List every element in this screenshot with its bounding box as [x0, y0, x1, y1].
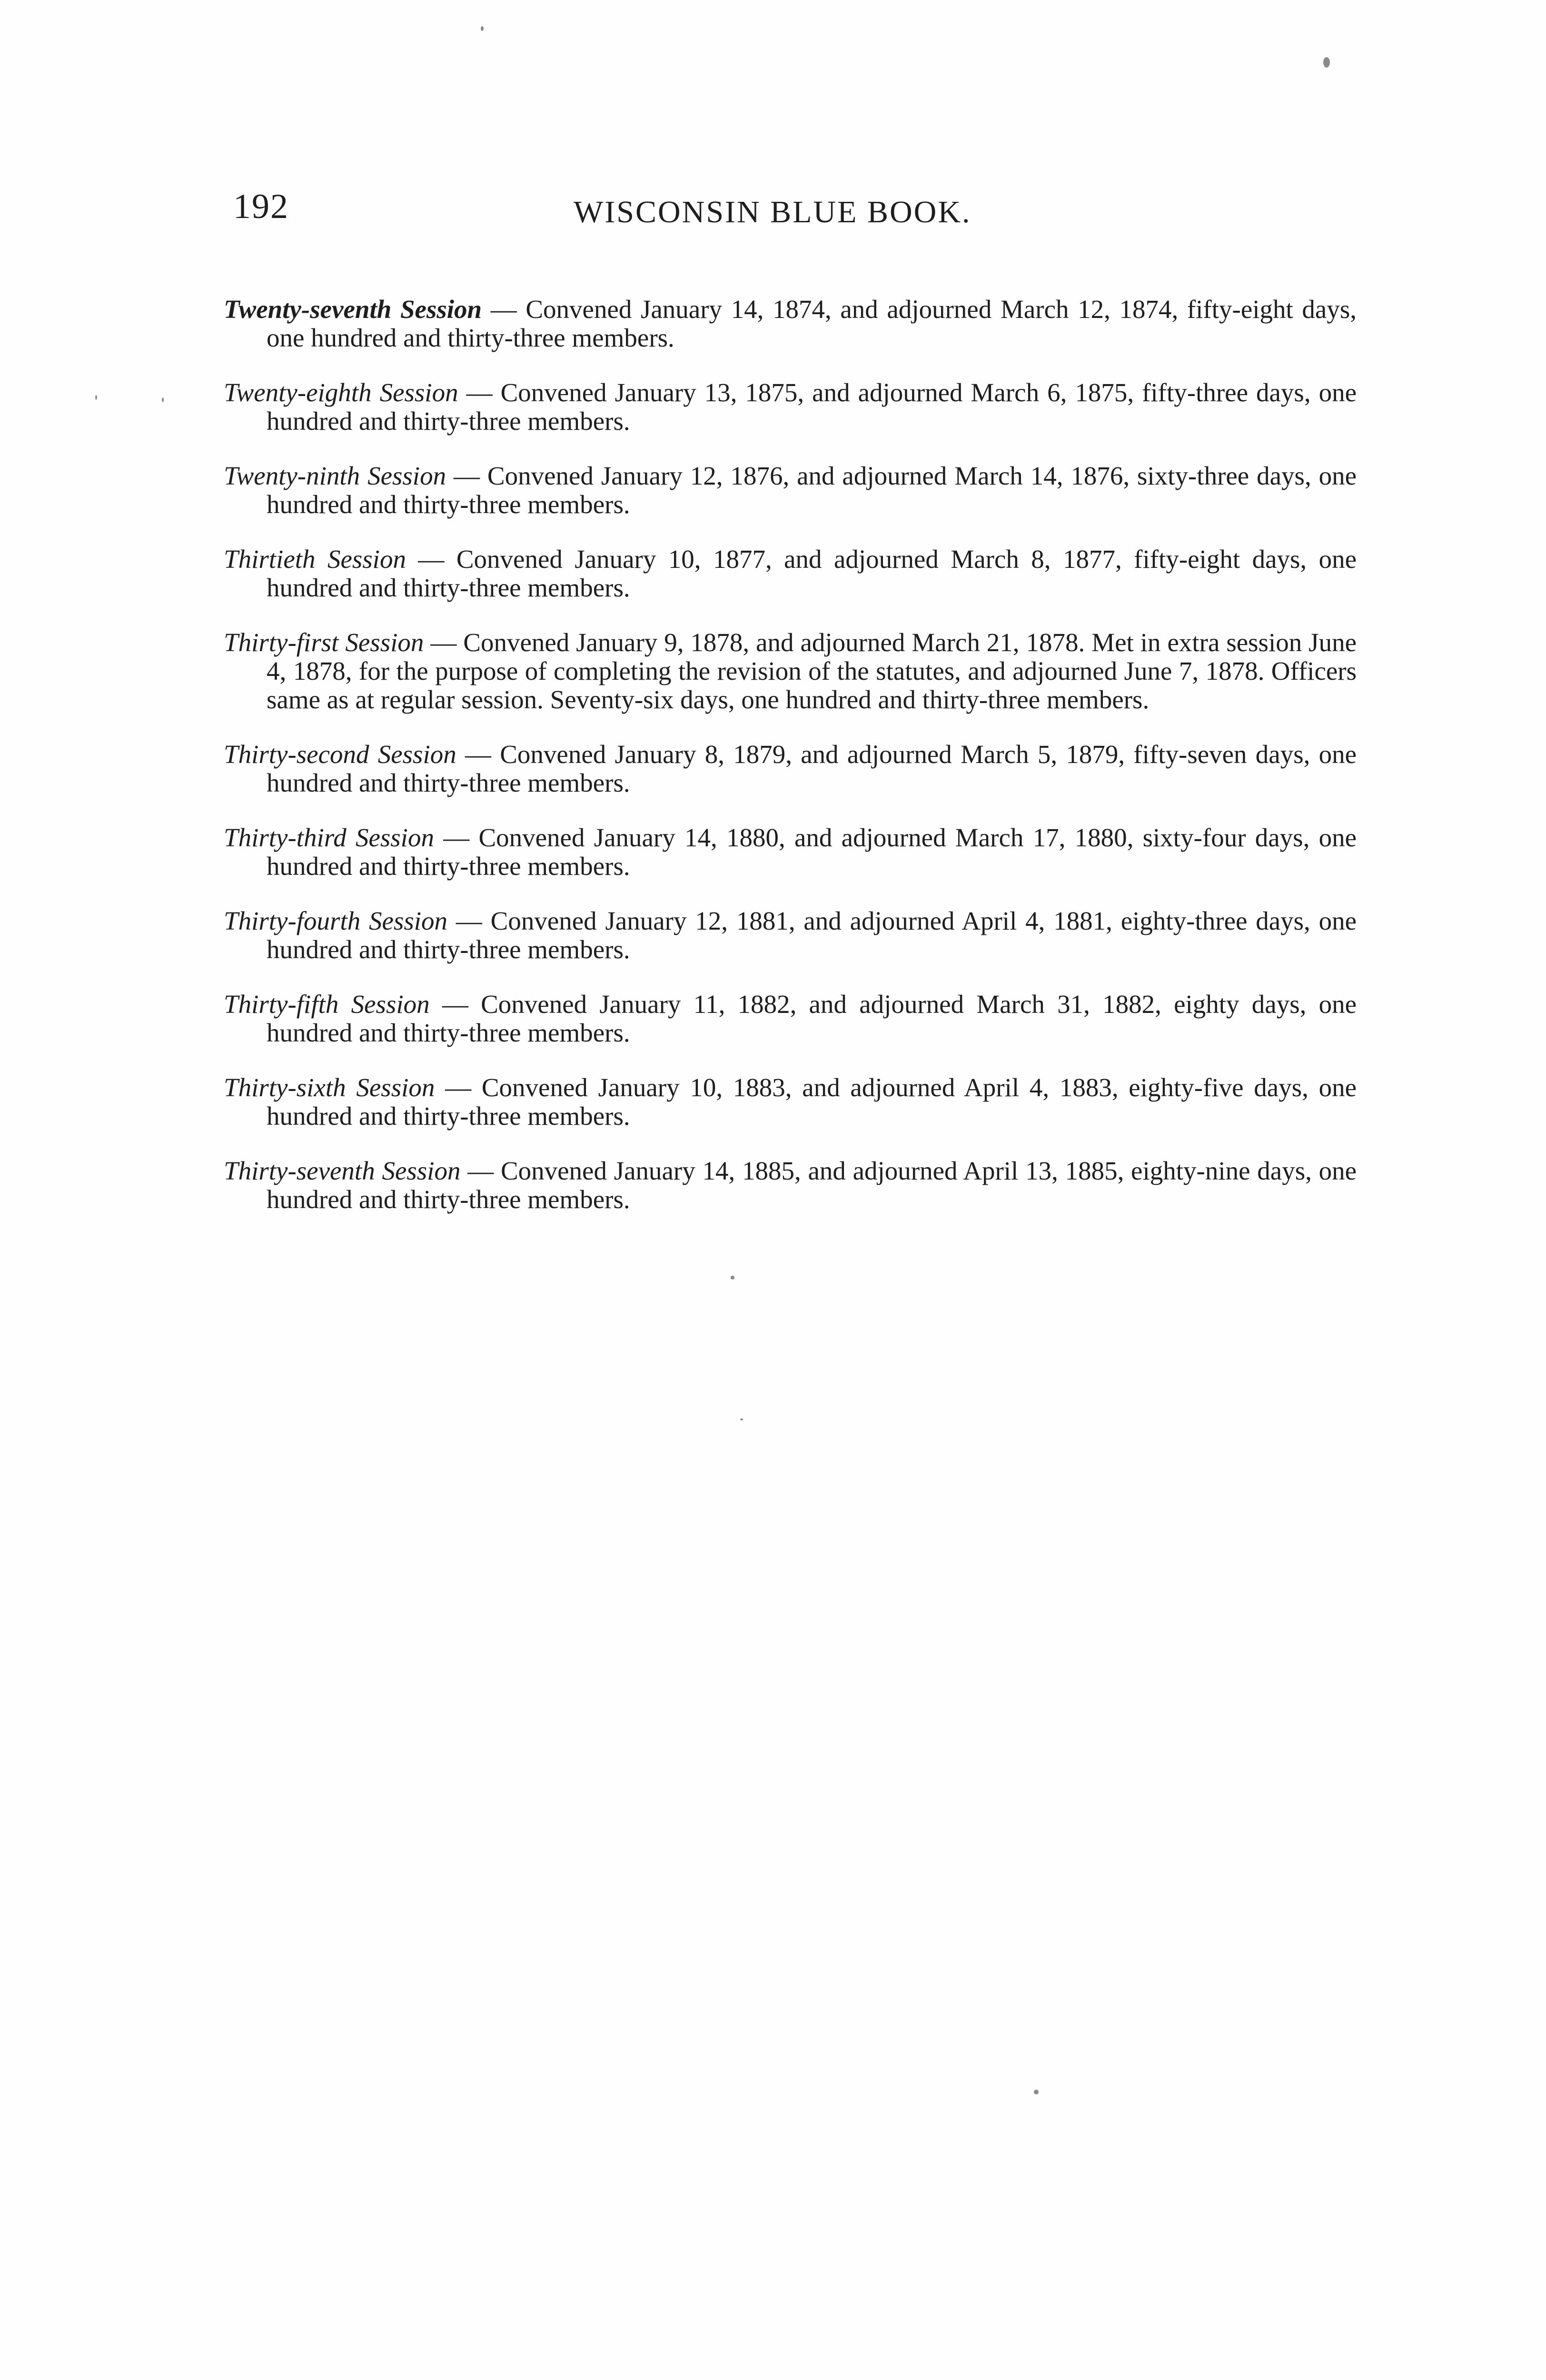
session-separator: — [456, 740, 500, 769]
session-entry [224, 628, 1357, 714]
session-entry [224, 295, 1357, 352]
sessions-list [224, 269, 1357, 1228]
scan-speck [731, 1276, 734, 1279]
page-number: 192 [233, 187, 289, 226]
session-separator: — [447, 906, 491, 935]
session-separator: — [446, 461, 487, 490]
session-name: Thirty-sixth Session [224, 1073, 435, 1102]
session-name: Thirtieth Session [224, 545, 406, 574]
session-entry [224, 990, 1357, 1047]
session-name: Twenty-seventh Session [224, 295, 482, 324]
session-name: Thirty-seventh Session [224, 1156, 461, 1185]
session-separator: — [435, 1073, 482, 1102]
session-separator: — [424, 628, 464, 657]
session-text: Convened January 9, 1878, and adjourned March 21, 1878. Met in extra session June 4, 1878, for the purpose of completing the revision of the statutes, and adjourned June 7, 1878. Officers same as at regular session. Seventy-six days, one hundred and thirty-three members. [267, 628, 1357, 714]
session-name: Thirty-third Session [224, 823, 434, 852]
session-separator: — [482, 295, 526, 324]
session-name: Twenty-eighth Session [224, 378, 458, 407]
session-entry [224, 1157, 1357, 1214]
session-separator: — [458, 378, 501, 407]
session-text: Convened January 8, 1879, and adjourned March 5, 1879, fifty-seven days, one hundred and thirty-three members. [267, 740, 1357, 797]
session-entry [224, 907, 1357, 964]
session-text: Convened January 14, 1880, and adjourned March 17, 1880, sixty-four days, one hundred and thirty-three members. [267, 823, 1357, 881]
scan-speck [1323, 57, 1330, 68]
session-text: Convened January 10, 1877, and adjourned March 8, 1877, fifty-eight days, one hundred and thirty-three members. [267, 545, 1357, 602]
scan-speck [1034, 2090, 1039, 2094]
session-entry [224, 545, 1357, 602]
session-text: Convened January 10, 1883, and adjourned April 4, 1883, eighty-five days, one hundred and thirty-three members. [267, 1073, 1357, 1130]
scan-speck [481, 26, 484, 31]
scan-speck [162, 397, 164, 402]
session-name: Thirty-first Session [224, 628, 424, 657]
session-name: Thirty-fourth Session [224, 906, 448, 935]
session-entry [224, 378, 1357, 436]
session-entry [224, 740, 1357, 797]
session-entry [224, 823, 1357, 881]
session-text: Convened January 11, 1882, and adjourned March 31, 1882, eighty days, one hundred and thirty-three members. [267, 990, 1357, 1047]
session-separator: — [429, 990, 481, 1019]
session-text: Convened January 12, 1881, and adjourned April 4, 1881, eighty-three days, one hundred and thirty-three members. [267, 906, 1357, 964]
session-text: Convened January 14, 1874, and adjourned March 12, 1874, fifty-eight days, one hundred and thirty-three members. [267, 295, 1357, 352]
session-name: Thirty-second Session [224, 740, 456, 769]
session-separator: — [434, 823, 479, 852]
scan-speck [740, 1418, 743, 1420]
running-title: WISCONSIN BLUE BOOK. [574, 195, 971, 229]
session-text: Convened January 12, 1876, and adjourned March 14, 1876, sixty-three days, one hundred and thirty-three members. [267, 461, 1357, 519]
session-entry [224, 462, 1357, 519]
session-name: Twenty-ninth Session [224, 461, 446, 490]
session-text: Convened January 13, 1875, and adjourned March 6, 1875, fifty-three days, one hundred and thirty-three members. [267, 378, 1357, 436]
scan-speck [95, 395, 97, 400]
session-name: Thirty-fifth Session [224, 990, 430, 1019]
session-text: Convened January 14, 1885, and adjourned April 13, 1885, eighty-nine days, one hundred and thirty-three members. [267, 1156, 1357, 1214]
session-separator: — [406, 545, 456, 574]
session-entry [224, 1073, 1357, 1130]
session-separator: — [460, 1156, 501, 1185]
